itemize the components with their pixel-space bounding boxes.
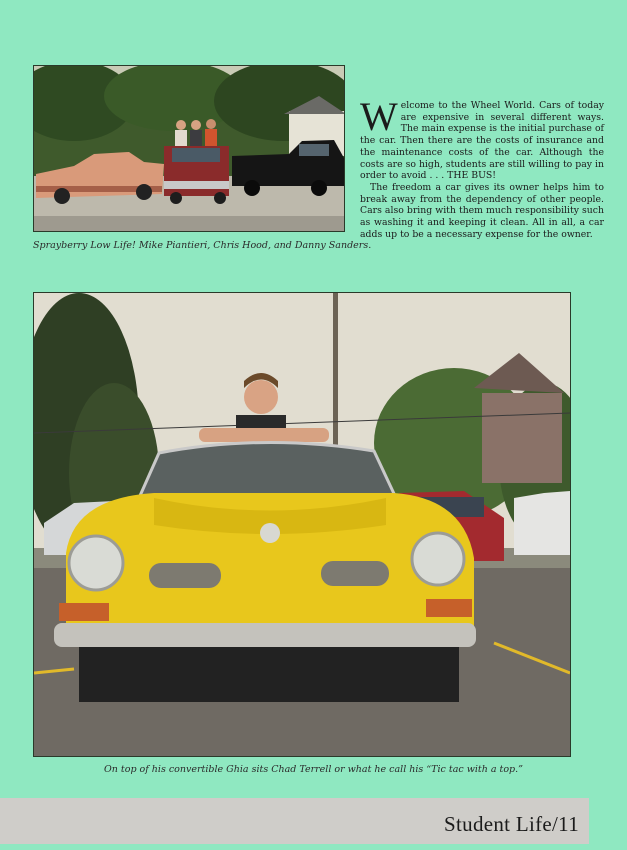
article-paragraph-2: The freedom a car gives its owner helps him to break away from the dependency of other people. Cars also bring with them much responsibility such as washing it and keeping it clean. All in all, a car adds up to be a necessary expense for the owner. xyxy=(360,181,604,240)
top-photo-image xyxy=(34,66,344,231)
main-photo-caption: On top of his convertible Ghia sits Chad Terrell or what he call his “Tic tac with a top.” xyxy=(103,764,524,775)
top-photo-caption: Sprayberry Low Life! Mike Piantieri, Chris Hood, and Danny Sanders. xyxy=(33,240,372,251)
top-photo xyxy=(33,65,345,232)
article-paragraph-1 xyxy=(360,94,604,182)
article-body xyxy=(360,94,604,240)
footer-bar xyxy=(0,798,589,844)
page-folio: Student Life/11 xyxy=(444,812,579,836)
article-paragraph-1-text: elcome to the Wheel World. Cars of today are expensive in several different ways. The main expense is the initial purchase of the car. Then there are the costs of insurance and the maintenance costs of the car. Although the costs are so high, students are still willing to pay in order to avoid . . . THE BUS! xyxy=(360,100,604,182)
main-photo xyxy=(33,292,571,757)
drop-cap: W xyxy=(360,94,398,139)
main-photo-image xyxy=(34,293,570,756)
